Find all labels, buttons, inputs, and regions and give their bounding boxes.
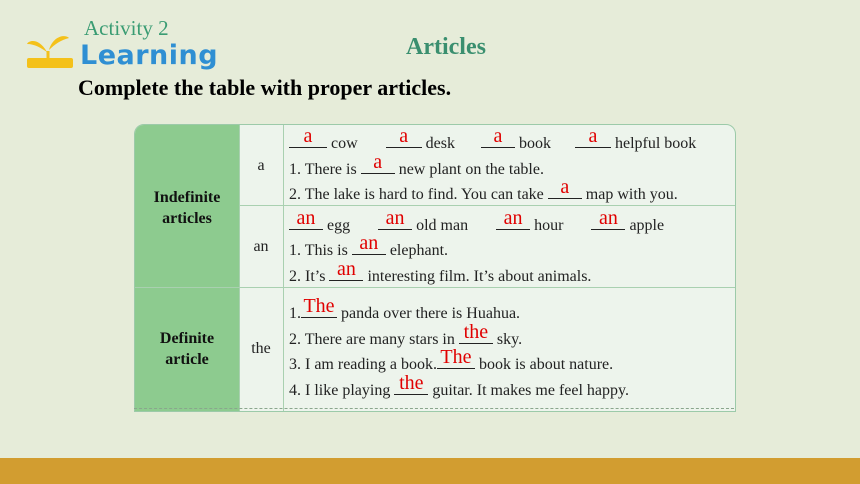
answer-blank: an	[329, 264, 363, 281]
answer-blank: an	[378, 213, 412, 230]
answer-blank: a	[386, 131, 422, 148]
an-sentence-2: 2. It’s an interesting film. It’s about animals.	[289, 258, 592, 285]
answer-blank: the	[459, 327, 493, 344]
instruction-text: Complete the table with proper articles.	[78, 75, 452, 100]
answer-blank: a	[548, 182, 582, 199]
a-sentence-2: 2. The lake is hard to find. You can take a map with you.	[289, 176, 678, 203]
answer-blank: the	[394, 378, 428, 395]
answer-blank: a	[575, 131, 611, 148]
the-sentence-2: 2. There are many stars in the sky.	[289, 321, 523, 348]
answer-blank: The	[437, 352, 475, 369]
sprout-icon	[25, 30, 75, 70]
answer-blank: an	[352, 238, 386, 255]
an-sentence-1: 1. This is an elephant.	[289, 232, 449, 259]
the-sentence-4: 4. I like playing the guitar. It makes me feel happy.	[289, 372, 629, 399]
article-the: the	[251, 340, 271, 357]
learning-label: Learning	[80, 40, 219, 71]
article-an: an	[253, 238, 269, 255]
answer-blank: an	[289, 213, 323, 230]
the-sentence-3: 3. I am reading a book. The book is about nature.	[289, 346, 614, 373]
an-words-line: an egg an old man an hour an apple	[289, 213, 664, 235]
the-sentence-1: 1. The panda over there is Huahua.	[289, 295, 521, 322]
answer-blank: a	[361, 157, 395, 174]
articles-table	[134, 124, 736, 412]
table-bottom-divider	[134, 408, 734, 409]
answer-blank: a	[289, 131, 327, 148]
page-title: Articles	[406, 34, 486, 60]
answer-blank: a	[481, 131, 515, 148]
a-sentence-1: 1. There is a new plant on the table.	[289, 151, 544, 178]
answer-blank: an	[496, 213, 530, 230]
bottom-bar	[0, 458, 860, 484]
definite-label: Definite article	[159, 330, 215, 368]
a-words-line: a cow a desk a book a helpful book	[289, 131, 696, 153]
activity-label: Activity 2	[84, 16, 169, 40]
article-a: a	[257, 157, 265, 174]
answer-blank: The	[301, 301, 337, 318]
answer-blank: an	[591, 213, 625, 230]
indefinite-label: Indefinite articles	[153, 189, 221, 227]
